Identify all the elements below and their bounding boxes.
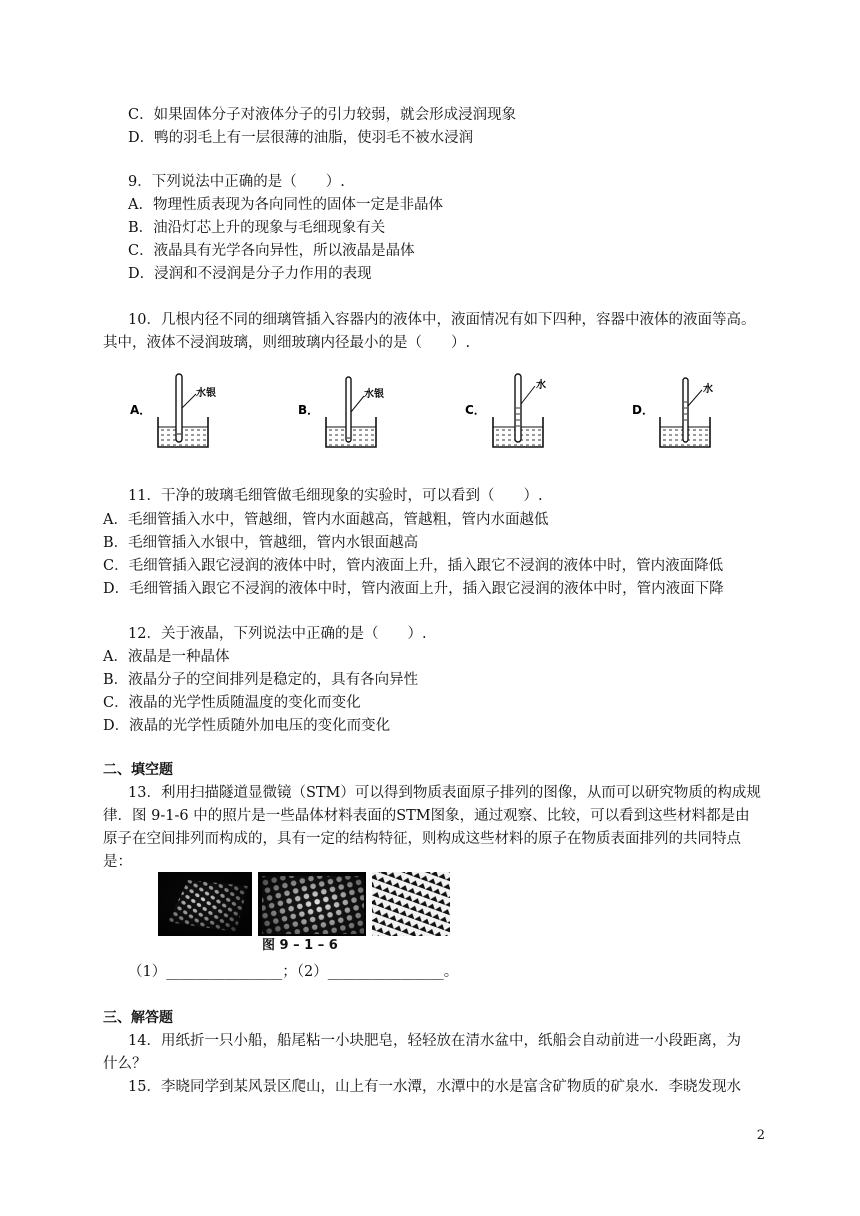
figure-10d-letter: D． <box>632 403 654 417</box>
option-9a: A．物理性质表现为各向同性的固体一定是非晶体 <box>128 197 443 213</box>
option-9b: B．油沿灯芯上升的现象与毛细现象有关 <box>128 220 386 236</box>
question-12-stem: 12．关于液晶，下列说法中正确的是（ ）. <box>128 626 427 642</box>
question-13-line1: 13．利用扫描隧道显微镜（STM）可以得到物质表面原子排列的图像，从而可以研究物质的构成规 <box>128 785 761 801</box>
figure-10b-letter: B． <box>298 403 320 417</box>
option-11d: D．毛细管插入跟它不浸润的液体中时，管内液面上升，插入跟它浸润的液体中时，管内液面下降 <box>103 581 724 597</box>
question-13-line2: 律．图 9-1-6 中的照片是一些晶体材料表面的STM图象，通过观察、比较，可以看到这些材料都是由 <box>103 808 750 824</box>
option-11c: C．毛细管插入跟它浸润的液体中时，管内液面上升，插入跟它不浸润的液体中时，管内液面降低 <box>103 558 724 574</box>
section-2-heading: 二、填空题 <box>103 762 173 778</box>
question-13-line4: 是： <box>103 854 132 870</box>
question-10-stem-line1: 10．几根内径不同的细璃管插入容器内的液体中，液面情况有如下四种，容器中液体的液面等高。 <box>128 312 756 328</box>
figure-10a-liquid: 水银 <box>196 388 216 399</box>
figure-10c-letter: C． <box>465 403 486 417</box>
question-13-blanks: （1）________________；（2）________________。 <box>128 964 459 980</box>
page-number: 2 <box>756 1128 765 1143</box>
option-11b: B．毛细管插入水银中，管越细，管内水银面越高 <box>103 535 419 551</box>
question-13-line3: 原子在空间排列而构成的，具有一定的结构特征，则构成这些材料的原子在物质表面排列的共同特点 <box>103 831 741 847</box>
figure-10a-letter: A． <box>130 403 152 417</box>
question-14-line2: 什么？ <box>103 1056 147 1072</box>
option-8c: C．如果固体分子对液体分子的引力较弱，就会形成浸润现象 <box>128 107 517 123</box>
figure-10d-liquid: 水 <box>703 384 713 395</box>
figure-10b-liquid: 水银 <box>364 389 384 400</box>
option-9c: C．液晶具有光学各向异性，所以液晶是晶体 <box>128 243 415 259</box>
question-14-line1: 14．用纸折一只小船，船尾粘一小块肥皂，轻轻放在清水盆中，纸船会自动前进一小段距离，为 <box>128 1033 741 1049</box>
question-11-stem: 11．干净的玻璃毛细管做毛细现象的实验时，可以看到（ ）. <box>128 488 543 504</box>
section-3-heading: 三、解答题 <box>103 1010 173 1026</box>
question-15-line1: 15．李晓同学到某风景区爬山，山上有一水潭，水潭中的水是富含矿物质的矿泉水．李晓发现水 <box>128 1079 741 1095</box>
option-11a: A．毛细管插入水中，管越细，管内水面越高，管越粗，管内水面越低 <box>103 512 549 528</box>
figure-9-1-6-caption: 图 9 – 1 – 6 <box>262 938 338 953</box>
option-12c: C．液晶的光学性质随温度的变化而变化 <box>103 695 361 711</box>
figure-10d <box>632 372 742 454</box>
question-9-stem: 9．下列说法中正确的是（ ）. <box>128 174 345 190</box>
figure-10a <box>130 372 240 454</box>
stm-image-3 <box>372 872 450 936</box>
figure-10c-liquid: 水 <box>536 380 546 391</box>
option-9d: D．浸润和不浸润是分子力作用的表现 <box>128 266 372 282</box>
figure-10c <box>465 372 575 454</box>
option-12b: B．液晶分子的空间排列是稳定的，具有各向异性 <box>103 672 419 688</box>
stm-image-1 <box>158 872 252 936</box>
option-12d: D．液晶的光学性质随外加电压的变化而变化 <box>103 718 391 734</box>
option-12a: A．液晶是一种晶体 <box>103 649 230 665</box>
figure-10b <box>298 372 408 454</box>
question-10-stem-line2: 其中，液体不浸润玻璃，则细玻璃内径最小的是（ ）. <box>103 335 471 351</box>
option-8d: D．鸭的羽毛上有一层很薄的油脂，使羽毛不被水浸润 <box>128 130 474 146</box>
stm-image-2 <box>258 872 366 936</box>
